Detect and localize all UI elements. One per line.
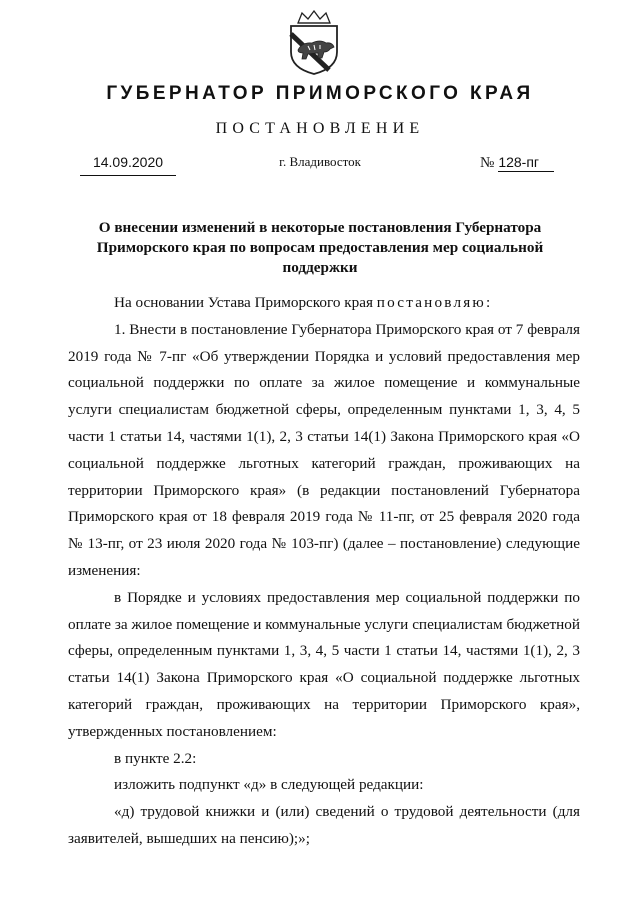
document-city: г. Владивосток bbox=[279, 154, 361, 169]
document-date: 14.09.2020 bbox=[80, 153, 176, 176]
preamble-resolve-word: постановляю bbox=[376, 294, 486, 311]
preamble-text: На основании Устава Приморского края bbox=[114, 294, 377, 311]
paragraph-3: в пункте 2.2: bbox=[114, 749, 197, 767]
coat-of-arms-emblem bbox=[284, 10, 344, 76]
paragraph-5: «д) трудовой книжки и (или) сведений о трудовой деятельности (для заявителей, вышедших на пенсию);»; bbox=[68, 803, 580, 847]
document-title: О внесении изменений в некоторые постановления Губернатора Приморского края по вопросам предоставления мер социальной поддержки bbox=[96, 219, 544, 276]
document-body bbox=[68, 290, 580, 853]
issuing-authority: ГУБЕРНАТОР ПРИМОРСКОГО КРАЯ bbox=[106, 83, 534, 104]
paragraph-4: изложить подпункт «д» в следующей редакции: bbox=[114, 776, 424, 794]
paragraph-1: 1. Внести в постановление Губернатора Приморского края от 7 февраля 2019 года № 7-пг «Об утверждении Порядка и условий предоставления мер социальной поддержки по оплате за жилое помещение и коммунальные услуги специалистам бюджетной сферы, определенным пунктами 1, 3, 4, 5 части 1 статьи 14, частями 1(1), 2, 3 статьи 14(1) Закона Приморского края «О социальной поддержке льготных категорий граждан, проживающих на территории Приморского края» (в редакции постановлений Губернатора Приморского края от 18 февраля 2019 года № 11-пг, от 25 февраля 2020 года № 13-пг, от 23 июля 2020 года № 103-пг) (далее – постановление) следующие изменения: bbox=[68, 320, 580, 579]
number-sign: № bbox=[480, 155, 495, 171]
preamble-colon: : bbox=[485, 294, 491, 311]
document-number: 128-пг bbox=[498, 153, 554, 172]
document-number-block bbox=[480, 153, 580, 175]
document-type: ПОСТАНОВЛЕНИЕ bbox=[215, 120, 425, 137]
paragraph-preamble bbox=[68, 290, 580, 317]
paragraph-2: в Порядке и условиях предоставления мер социальной поддержки по оплате за жилое помещение и коммунальные услуги специалистам бюджетной сферы, определенным пунктами 1, 3, 4, 5 части 1 статьи 14, частями 1(1), 2, 3 статьи 14(1) Закона Приморского края «О социальной поддержке льготных категорий граждан, проживающих на территории Приморского края», утвержденных постановлением: bbox=[68, 588, 580, 740]
